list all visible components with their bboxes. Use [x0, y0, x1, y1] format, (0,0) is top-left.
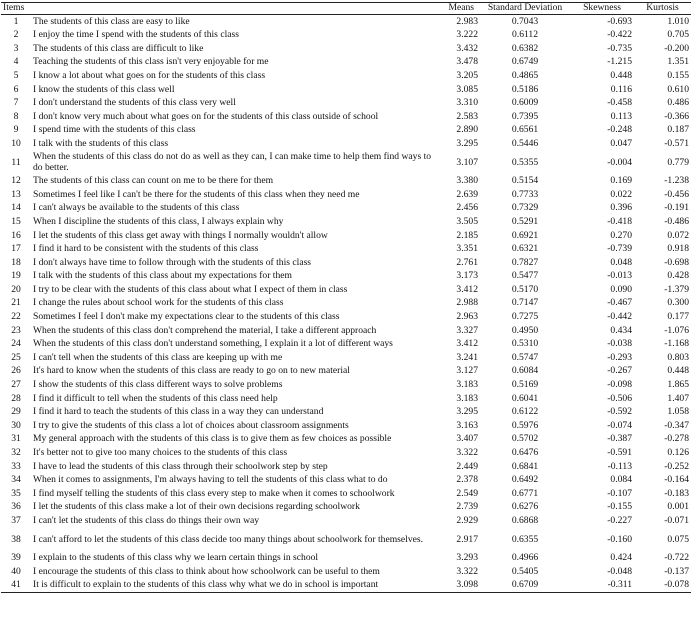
- table-row: [1, 29, 691, 43]
- item-skewness: -0.591: [607, 447, 633, 458]
- item-text: I can't afford to let the students of this class decide too many things about schoolwork for themselves.: [33, 533, 424, 545]
- item-mean: 2.639: [456, 188, 479, 200]
- item-number: 15: [11, 215, 21, 227]
- item-text: I talk with the students of this class: [33, 137, 169, 149]
- item-kurtosis: -1.379: [664, 283, 690, 295]
- item-number: 13: [11, 188, 21, 200]
- item-skewness: 0.270: [610, 229, 633, 241]
- item-text: I don't know very much about what goes on for the students of this class outside of school: [33, 110, 379, 122]
- item-kurtosis: 1.351: [667, 56, 690, 68]
- item-standard-deviation: 0.6709: [480, 579, 570, 593]
- table-row: [1, 460, 691, 474]
- header-items: Items: [1, 3, 442, 15]
- item-mean: 3.222: [456, 29, 479, 41]
- item-skewness: -0.107: [607, 487, 633, 499]
- item-standard-deviation: 0.5976: [511, 419, 539, 431]
- item-skewness: -0.735: [607, 42, 633, 54]
- item-kurtosis: 0.126: [667, 447, 690, 458]
- item-standard-deviation: 0.5405: [511, 565, 539, 577]
- item-kurtosis: 0.155: [667, 69, 690, 81]
- item-standard-deviation: 0.5154: [511, 175, 539, 187]
- item-skewness: -0.013: [607, 270, 633, 282]
- item-kurtosis: -0.722: [664, 552, 690, 564]
- table-row: [1, 528, 691, 552]
- table-row: [1, 188, 691, 202]
- header-row: [1, 3, 691, 15]
- table-row: [1, 202, 691, 216]
- table-row: [1, 392, 691, 406]
- item-skewness: -0.048: [607, 565, 633, 577]
- item-skewness: 0.448: [610, 69, 633, 81]
- table-row: [1, 124, 691, 138]
- item-skewness: 0.396: [610, 202, 633, 214]
- item-number: 6: [13, 83, 19, 95]
- table-row: [1, 283, 691, 297]
- table-row: [1, 69, 691, 83]
- item-mean: 3.407: [456, 433, 479, 445]
- table-row: [1, 270, 691, 284]
- item-standard-deviation: 0.6749: [511, 56, 539, 68]
- item-standard-deviation: 0.5186: [511, 83, 539, 95]
- item-skewness: -0.422: [607, 29, 633, 41]
- item-number: 11: [11, 156, 21, 168]
- item-mean: 2.988: [456, 297, 479, 309]
- item-skewness: -0.293: [607, 351, 633, 363]
- item-number: 23: [11, 324, 21, 336]
- item-skewness: -0.038: [607, 338, 633, 350]
- item-skewness: -0.267: [607, 365, 633, 377]
- item-skewness: -0.467: [607, 297, 633, 309]
- item-mean: 3.205: [456, 69, 479, 81]
- item-mean: 2.449: [456, 460, 479, 472]
- item-mean: 2.983: [456, 15, 479, 27]
- item-mean: 3.505: [456, 215, 479, 227]
- item-skewness: 0.048: [610, 256, 633, 268]
- item-number: 30: [11, 419, 21, 431]
- item-standard-deviation: 0.6009: [511, 97, 539, 109]
- item-number: 26: [11, 365, 21, 377]
- item-kurtosis: 0.610: [667, 83, 690, 95]
- item-standard-deviation: 0.6122: [511, 406, 539, 418]
- table-row: [1, 83, 691, 97]
- item-kurtosis: 0.001: [667, 501, 690, 513]
- item-number: 14: [11, 202, 21, 214]
- item-mean: 3.432: [456, 42, 479, 54]
- item-kurtosis: 0.177: [667, 311, 690, 323]
- item-text: I can't always be available to the students of this class: [33, 202, 240, 214]
- item-number: 19: [11, 270, 21, 282]
- header-standard-deviation: Standard Deviation: [480, 3, 570, 15]
- item-number: 4: [13, 56, 19, 68]
- item-text: I spend time with the students of this class: [33, 124, 196, 136]
- item-mean: 3.412: [456, 338, 479, 350]
- item-skewness: -0.227: [607, 514, 633, 526]
- item-mean: 3.098: [442, 579, 480, 593]
- item-standard-deviation: 0.5477: [511, 270, 539, 282]
- item-skewness: 0.116: [610, 83, 633, 95]
- item-mean: 3.310: [456, 97, 479, 109]
- table-row: [1, 501, 691, 515]
- item-standard-deviation: 0.6041: [511, 392, 539, 404]
- table-row: [1, 474, 691, 488]
- item-number: 33: [11, 460, 21, 472]
- item-standard-deviation: 0.7147: [511, 297, 539, 309]
- item-text: I can't tell when the students of this class are keeping up with me: [33, 351, 283, 363]
- item-standard-deviation: 0.4966: [511, 552, 539, 564]
- item-mean: 2.378: [456, 474, 479, 486]
- item-number: 7: [13, 97, 19, 109]
- item-kurtosis: -1.168: [664, 338, 690, 350]
- item-kurtosis: -0.347: [664, 419, 690, 431]
- item-number: 25: [11, 351, 21, 363]
- item-mean: 2.761: [456, 256, 479, 268]
- item-skewness: 0.047: [610, 137, 633, 149]
- item-kurtosis: 0.072: [667, 229, 690, 241]
- item-standard-deviation: 0.6561: [511, 124, 539, 136]
- item-standard-deviation: 0.6321: [511, 243, 539, 255]
- item-standard-deviation: 0.5169: [511, 379, 539, 391]
- item-mean: 3.412: [456, 283, 479, 295]
- item-number: 38: [11, 533, 21, 545]
- item-standard-deviation: 0.7275: [511, 311, 539, 323]
- item-mean: 2.739: [456, 501, 479, 513]
- item-skewness: -0.442: [607, 311, 633, 323]
- item-kurtosis: 0.075: [667, 533, 690, 545]
- item-text: I let the students of this class get away with things I normally wouldn't allow: [33, 229, 328, 241]
- item-text: It's better not to give too many choices to the students of this class: [33, 447, 288, 458]
- item-mean: 3.127: [456, 365, 479, 377]
- item-skewness: -0.098: [607, 379, 633, 391]
- item-text: It is difficult to explain to the students of this class why what we do in school is important: [31, 579, 442, 593]
- item-number: 21: [11, 297, 21, 309]
- table-row: [1, 97, 691, 111]
- item-kurtosis: -0.278: [664, 433, 690, 445]
- item-number: 40: [11, 565, 21, 577]
- table-row: [1, 42, 691, 56]
- item-mean: 2.549: [456, 487, 479, 499]
- item-number: 12: [11, 175, 21, 187]
- item-kurtosis: -0.698: [664, 256, 690, 268]
- table-row: [1, 579, 691, 593]
- table-row: [1, 137, 691, 151]
- item-standard-deviation: 0.6382: [511, 42, 539, 54]
- item-kurtosis: -1.076: [664, 324, 690, 336]
- table-row: [1, 324, 691, 338]
- item-skewness: 0.022: [610, 188, 633, 200]
- item-number: 27: [11, 379, 21, 391]
- item-skewness: 0.424: [610, 552, 633, 564]
- table-row: [1, 256, 691, 270]
- item-mean: 2.185: [456, 229, 479, 241]
- item-mean: 3.085: [456, 83, 479, 95]
- item-mean: 2.456: [456, 202, 479, 214]
- table-row: [1, 446, 691, 460]
- item-skewness: -0.458: [607, 97, 633, 109]
- item-text: I know the students of this class well: [33, 83, 175, 95]
- item-kurtosis: 0.448: [667, 365, 690, 377]
- item-number: 1: [13, 15, 19, 27]
- table-body: [1, 15, 691, 593]
- item-skewness: -0.113: [607, 460, 633, 472]
- item-number: 22: [11, 311, 21, 323]
- item-mean: 2.929: [456, 514, 479, 526]
- item-standard-deviation: 0.5446: [511, 137, 539, 149]
- item-text: I know a lot about what goes on for the students of this class: [33, 69, 266, 81]
- item-text: I try to give the students of this class a lot of choices about classroom assignments: [33, 419, 349, 431]
- item-number: 24: [11, 338, 21, 350]
- item-standard-deviation: 0.6355: [511, 533, 539, 545]
- item-kurtosis: -0.456: [664, 188, 690, 200]
- table-row: [1, 15, 691, 29]
- item-kurtosis: 1.058: [667, 406, 690, 418]
- item-skewness: -0.160: [607, 533, 633, 545]
- item-number: 16: [11, 229, 21, 241]
- item-text: I try to be clear with the students of this class about what I expect of them in class: [33, 283, 348, 295]
- item-standard-deviation: 0.5355: [511, 156, 539, 168]
- table-row: [1, 56, 691, 70]
- table-row: [1, 552, 691, 566]
- item-skewness: -0.739: [607, 243, 633, 255]
- item-number: 20: [11, 283, 21, 295]
- item-skewness: -0.693: [607, 15, 633, 27]
- table-row: [1, 310, 691, 324]
- item-text: My general approach with the students of this class is to give them as few choices as possible: [33, 433, 392, 445]
- item-standard-deviation: 0.6841: [511, 460, 539, 472]
- item-standard-deviation: 0.6492: [511, 474, 539, 486]
- item-standard-deviation: 0.6084: [511, 365, 539, 377]
- item-skewness: 0.169: [610, 175, 633, 187]
- item-mean: 2.890: [456, 124, 479, 136]
- item-kurtosis: 0.187: [667, 124, 690, 136]
- item-skewness: -0.506: [607, 392, 633, 404]
- item-text: I find myself telling the students of this class every step to make when it comes to schoolwork: [33, 487, 395, 499]
- item-standard-deviation: 0.6476: [511, 447, 539, 458]
- item-kurtosis: -0.078: [634, 579, 691, 593]
- item-number: 34: [11, 474, 21, 486]
- item-skewness: 0.113: [610, 110, 633, 122]
- item-text: I have to lead the students of this class through their schoolwork step by step: [33, 460, 328, 472]
- item-kurtosis: -0.200: [664, 42, 690, 54]
- item-standard-deviation: 0.5747: [511, 351, 539, 363]
- item-skewness: -0.004: [607, 156, 633, 168]
- item-mean: 3.163: [456, 419, 479, 431]
- item-number: 37: [11, 514, 21, 526]
- item-kurtosis: -0.571: [664, 137, 690, 149]
- item-standard-deviation: 0.6276: [511, 501, 539, 513]
- item-mean: 3.183: [456, 379, 479, 391]
- item-text: When I discipline the students of this class, I always explain why: [33, 215, 284, 227]
- item-kurtosis: -0.486: [664, 215, 690, 227]
- table-row: [1, 351, 691, 365]
- table-row: [1, 215, 691, 229]
- item-kurtosis: 0.300: [667, 297, 690, 309]
- item-standard-deviation: 0.5170: [511, 283, 539, 295]
- item-standard-deviation: 0.4865: [511, 69, 539, 81]
- item-kurtosis: -0.137: [664, 565, 690, 577]
- item-kurtosis: 0.705: [667, 29, 690, 41]
- header-skewness: Skewness: [570, 3, 634, 15]
- item-number: 36: [11, 501, 21, 513]
- item-text: I find it hard to teach the students of this class in a way they can understand: [33, 406, 324, 418]
- item-number: 29: [11, 406, 21, 418]
- item-standard-deviation: 0.5310: [511, 338, 539, 350]
- item-text: When the students of this class don't understand something, I explain it a lot of different ways: [33, 338, 393, 350]
- item-skewness: -0.074: [607, 419, 633, 431]
- item-number: 5: [13, 69, 19, 81]
- item-standard-deviation: 0.7329: [511, 202, 539, 214]
- item-text: I talk with the students of this class about my expectations for them: [33, 270, 292, 282]
- header-means: Means: [442, 3, 480, 15]
- item-number: 3: [13, 42, 19, 54]
- item-number: 41: [1, 579, 31, 593]
- table-row: [1, 487, 691, 501]
- item-text: When the students of this class don't comprehend the material, I take a different approach: [33, 324, 377, 336]
- item-text: I encourage the students of this class to think about how schoolwork can be useful to them: [33, 565, 380, 577]
- item-skewness: -0.418: [607, 215, 633, 227]
- item-mean: 3.295: [456, 137, 479, 149]
- item-number: 39: [11, 552, 21, 564]
- item-skewness: -0.592: [607, 406, 633, 418]
- item-kurtosis: 1.010: [667, 15, 690, 27]
- item-mean: 3.380: [456, 175, 479, 187]
- item-skewness: -0.248: [607, 124, 633, 136]
- item-number: 35: [11, 487, 21, 499]
- item-kurtosis: -1.238: [664, 175, 690, 187]
- item-text: When it comes to assignments, I'm always having to tell the students of this class what to do: [33, 474, 388, 486]
- item-standard-deviation: 0.7395: [511, 110, 539, 122]
- item-text: It's hard to know when the students of this class are ready to go on to new material: [33, 365, 350, 377]
- item-number: 9: [13, 124, 19, 136]
- item-text: I let the students of this class make a lot of their own decisions regarding schoolwork: [33, 501, 360, 513]
- item-number: 2: [13, 29, 19, 41]
- header-kurtosis: Kurtosis: [634, 3, 691, 15]
- item-standard-deviation: 0.5291: [511, 215, 539, 227]
- table-row: [1, 110, 691, 124]
- table-row: [1, 151, 691, 175]
- item-kurtosis: 1.407: [667, 392, 690, 404]
- table-row: [1, 243, 691, 257]
- item-text: The students of this class are easy to like: [33, 15, 190, 27]
- item-text: I don't understand the students of this class very well: [33, 97, 236, 109]
- item-skewness: -0.155: [607, 501, 633, 513]
- item-mean: 3.322: [456, 565, 479, 577]
- item-skewness: 0.090: [610, 283, 633, 295]
- item-number: 17: [11, 243, 21, 255]
- table-row: [1, 406, 691, 420]
- item-text: Sometimes I feel I don't make my expectations clear to the students of this class: [33, 311, 340, 323]
- item-mean: 2.963: [456, 311, 479, 323]
- item-mean: 3.295: [456, 406, 479, 418]
- item-kurtosis: 0.779: [667, 156, 690, 168]
- item-mean: 3.183: [456, 392, 479, 404]
- item-mean: 3.173: [456, 270, 479, 282]
- item-mean: 3.107: [456, 156, 479, 168]
- item-standard-deviation: 0.7043: [511, 15, 539, 27]
- item-number: 32: [11, 447, 21, 458]
- item-kurtosis: -0.164: [664, 474, 690, 486]
- item-text: I show the students of this class different ways to solve problems: [33, 379, 283, 391]
- item-mean: 3.478: [456, 56, 479, 68]
- item-kurtosis: -0.191: [664, 202, 690, 214]
- item-standard-deviation: 0.5702: [511, 433, 539, 445]
- item-kurtosis: -0.252: [664, 460, 690, 472]
- item-skewness: 0.084: [610, 474, 633, 486]
- table-row: [1, 229, 691, 243]
- item-text: The students of this class are difficult to like: [33, 42, 204, 54]
- item-standard-deviation: 0.7733: [511, 188, 539, 200]
- item-standard-deviation: 0.7827: [511, 256, 539, 268]
- item-mean: 3.351: [456, 243, 479, 255]
- item-number: 10: [11, 137, 21, 149]
- item-kurtosis: 1.865: [667, 379, 690, 391]
- table-row: [1, 338, 691, 352]
- item-kurtosis: 0.428: [667, 270, 690, 282]
- item-skewness: -0.311: [570, 579, 634, 593]
- table-row: [1, 565, 691, 579]
- item-text: I explain to the students of this class why we learn certain things in school: [33, 552, 319, 564]
- item-mean: 3.322: [456, 447, 479, 458]
- item-skewness: -1.215: [607, 56, 633, 68]
- item-standard-deviation: 0.4950: [511, 324, 539, 336]
- item-mean: 3.241: [456, 351, 479, 363]
- item-kurtosis: -0.183: [664, 487, 690, 499]
- item-text: The students of this class can count on me to be there for them: [33, 175, 274, 187]
- item-text: I enjoy the time I spend with the students of this class: [33, 29, 239, 41]
- item-standard-deviation: 0.6112: [512, 29, 539, 41]
- item-skewness: 0.434: [610, 324, 633, 336]
- item-skewness: -0.387: [607, 433, 633, 445]
- item-kurtosis: 0.803: [667, 351, 690, 363]
- item-text: I can't let the students of this class do things their own way: [33, 514, 260, 526]
- item-kurtosis: -0.071: [664, 514, 690, 526]
- item-mean: 2.583: [456, 110, 479, 122]
- item-kurtosis: 0.486: [667, 97, 690, 109]
- table-row: [1, 514, 691, 528]
- item-standard-deviation: 0.6771: [511, 487, 539, 499]
- item-kurtosis: 0.918: [667, 243, 690, 255]
- item-text: I don't always have time to follow through with the students of this class: [33, 256, 312, 268]
- item-text: I find it difficult to tell when the students of this class need help: [33, 392, 278, 404]
- item-number: 31: [11, 433, 21, 445]
- item-number: 8: [13, 110, 19, 122]
- item-mean: 3.293: [456, 552, 479, 564]
- table-row: [1, 175, 691, 189]
- item-text: Sometimes I feel like I can't be there for the students of this class when they need me: [33, 188, 360, 200]
- item-number: 18: [11, 256, 21, 268]
- item-kurtosis: -0.366: [664, 110, 690, 122]
- item-mean: 3.327: [456, 324, 479, 336]
- item-text: When the students of this class do not do as well as they can, I can make time to help them find ways to do better.: [33, 151, 432, 173]
- table-row: [1, 419, 691, 433]
- item-standard-deviation: 0.6921: [511, 229, 539, 241]
- descriptive-statistics-table: [1, 2, 691, 593]
- table-row: [1, 378, 691, 392]
- table-row: [1, 297, 691, 311]
- table-row: [1, 365, 691, 379]
- item-mean: 2.917: [456, 533, 479, 545]
- item-standard-deviation: 0.6868: [511, 514, 539, 526]
- item-text: I change the rules about school work for the students of this class: [33, 297, 284, 309]
- item-number: 28: [11, 392, 21, 404]
- table-row: [1, 433, 691, 447]
- item-text: Teaching the students of this class isn't very enjoyable for me: [33, 56, 269, 68]
- item-text: I find it hard to be consistent with the students of this class: [33, 243, 259, 255]
